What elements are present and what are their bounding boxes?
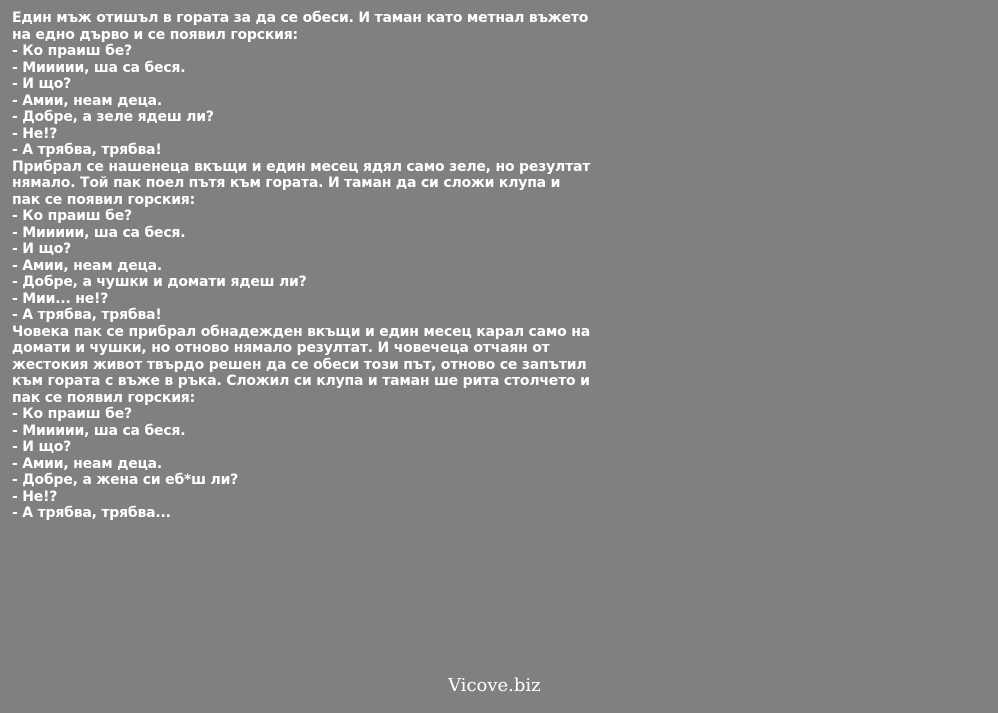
joke-line: - Мии... не!? (12, 290, 109, 307)
joke-line: - Амии, неам деца. (12, 257, 163, 274)
joke-line: - А трябва, трябва! (12, 142, 162, 158)
joke-line: към гората с въже в ръка. Сложил си клупа и таман ше рита столчето и (12, 373, 590, 389)
joke-line: жестокия живот твърдо решен да се обеси този път, отново се запътил (12, 356, 587, 373)
joke-line: - Амии, неам деца. (12, 455, 163, 472)
joke-line: на едно дърво и се появил горския: (12, 26, 298, 43)
joke-line: - Не!? (12, 488, 58, 505)
joke-line: - А трябва, трябва... (12, 505, 171, 521)
joke-line: - А трябва, трябва! (12, 307, 162, 323)
joke-line: Човека пак се прибрал обнадежден вкъщи и един месец карал само на (12, 323, 590, 340)
joke-line: пак се появил горския: (12, 389, 195, 406)
joke-line: - Миииии, ша са беся. (12, 422, 186, 439)
joke-line: - И що? (12, 439, 72, 455)
joke-text (12, 10, 592, 522)
joke-line: - Миииии, ша са беся. (12, 224, 186, 241)
joke-line: Прибрал се нашенеца вкъщи и един месец ядял само зеле, но резултат (12, 158, 591, 175)
joke-line: Един мъж отишъл в гората за да се обеси. И таман като метнал въжето (12, 10, 589, 26)
joke-line: - И що? (12, 76, 72, 92)
joke-line: домати и чушки, но отново нямало резултат. И човечеца отчаян от (12, 340, 550, 356)
joke-line: - Амии, неам деца. (12, 92, 163, 109)
joke-line: - Не!? (12, 125, 58, 142)
joke-line: - Добре, а зеле ядеш ли? (12, 109, 214, 125)
site-watermark: Vicove.biz (448, 675, 541, 696)
joke-line: - Добре, а жена си еб*ш ли? (12, 472, 239, 488)
joke-line: пак се появил горския: (12, 191, 195, 208)
joke-line: - Ко праиш бе? (12, 208, 132, 224)
joke-line: - Добре, а чушки и домати ядеш ли? (12, 274, 307, 290)
joke-line: - Ко праиш бе? (12, 406, 132, 422)
joke-line: - Миииии, ша са беся. (12, 59, 186, 76)
joke-line: - Ко праиш бе? (12, 43, 132, 59)
joke-line: - И що? (12, 241, 72, 257)
joke-line: нямало. Той пак поел пътя към гората. И таман да си сложи клупа и (12, 175, 561, 191)
